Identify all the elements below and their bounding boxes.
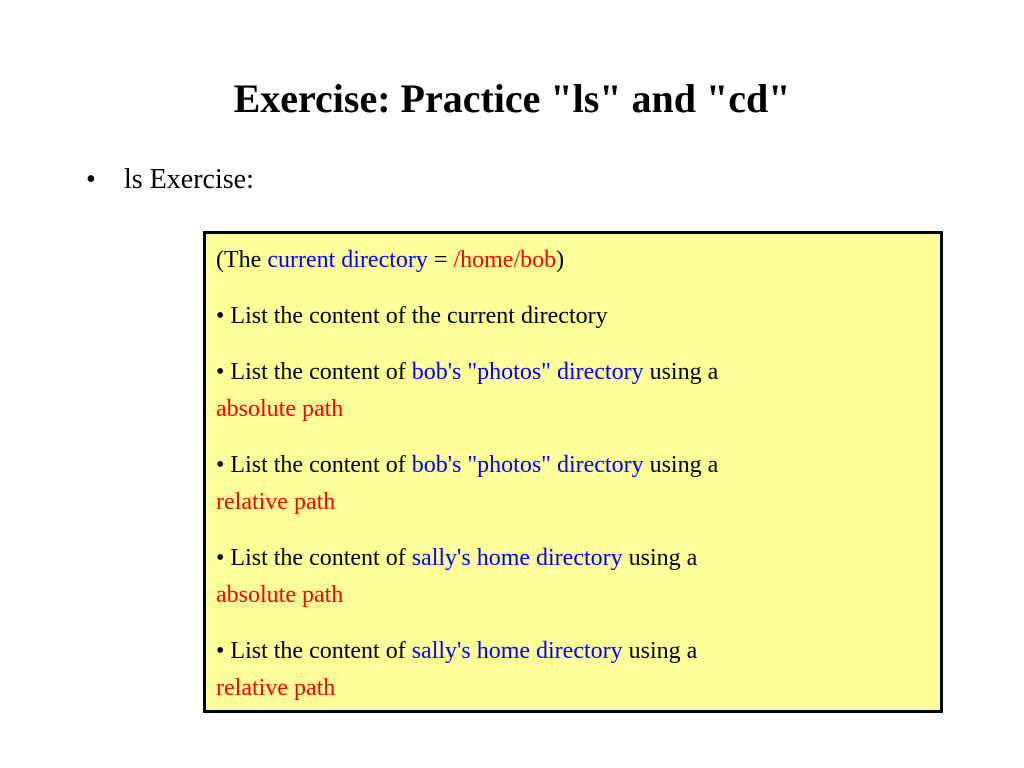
item-target: sally's home directory	[411, 638, 623, 664]
slide-title: Exercise: Practice "ls" and "cd"	[233, 76, 791, 121]
item-path-type: relative path	[216, 489, 336, 515]
note-close: )	[556, 247, 565, 273]
item-prefix: List the content of	[230, 359, 412, 385]
item-marker: •	[216, 638, 231, 664]
item-marker: •	[216, 303, 231, 329]
exercise-box	[203, 231, 943, 713]
note-equals: =	[427, 247, 454, 273]
exercise-item	[216, 447, 930, 521]
item-target: bob's "photos" directory	[411, 452, 644, 478]
item-target: sally's home directory	[411, 545, 623, 571]
item-text: List the content of the current directory	[230, 303, 608, 329]
bullet-ls-exercise	[86, 162, 254, 198]
exercise-item	[216, 540, 930, 614]
item-prefix: List the content of	[230, 638, 412, 664]
item-prefix: List the content of	[230, 545, 412, 571]
bullet-text: ls Exercise:	[124, 164, 254, 195]
current-directory-term: current directory	[267, 247, 428, 273]
exercise-item	[216, 298, 930, 335]
item-middle: using a	[643, 452, 719, 478]
item-marker: •	[216, 545, 231, 571]
bullet-marker: •	[86, 164, 96, 195]
item-marker: •	[216, 359, 231, 385]
item-marker: •	[216, 452, 231, 478]
exercise-item	[216, 354, 930, 428]
item-path-type: absolute path	[216, 582, 344, 608]
exercise-item	[216, 633, 930, 707]
current-directory-note	[216, 242, 930, 279]
note-open: (The	[216, 247, 268, 273]
item-prefix: List the content of	[230, 452, 412, 478]
item-target: bob's "photos" directory	[411, 359, 644, 385]
item-path-type: relative path	[216, 675, 336, 701]
current-directory-path: /home/bob	[453, 247, 557, 273]
item-middle: using a	[643, 359, 719, 385]
item-path-type: absolute path	[216, 396, 344, 422]
item-middle: using a	[622, 545, 698, 571]
item-middle: using a	[622, 638, 698, 664]
